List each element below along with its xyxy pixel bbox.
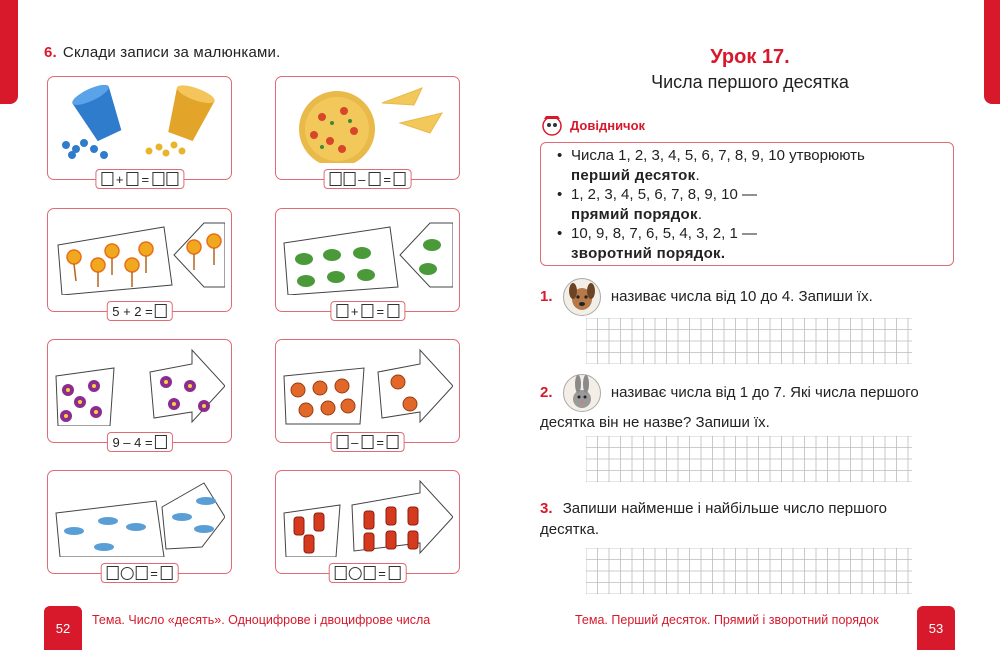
exercise-text: Запиши найменше і найбільше число першого xyxy=(562,500,887,517)
equation: = xyxy=(328,563,407,583)
answer-box[interactable] xyxy=(387,435,399,449)
answer-box[interactable] xyxy=(155,304,167,318)
answer-box[interactable] xyxy=(368,172,380,186)
footer-topic-left: Тема. Число «десять». Одноцифрове і двоцифрове числа xyxy=(92,613,431,627)
answer-box[interactable] xyxy=(362,304,374,318)
writing-grid-3[interactable] xyxy=(586,548,912,594)
card-cups-balls xyxy=(47,76,232,187)
answer-box[interactable] xyxy=(334,566,346,580)
equation: – = xyxy=(323,169,412,189)
equation: – = xyxy=(330,432,405,452)
equation xyxy=(106,432,172,452)
page-number-left: 52 xyxy=(44,606,82,650)
answer-box[interactable] xyxy=(152,172,164,186)
reference-header xyxy=(540,114,645,136)
exercise-number: 1. xyxy=(540,287,553,305)
answer-box[interactable] xyxy=(101,172,113,186)
reference-label: Довідничок xyxy=(570,117,646,133)
answer-box[interactable] xyxy=(329,172,341,186)
reference-line: • 10, 9, 8, 7, 6, 5, 4, 3, 2, 1 — xyxy=(557,225,757,242)
answer-box[interactable] xyxy=(387,304,399,318)
task-6-heading xyxy=(44,44,280,61)
exercise-number: 3. xyxy=(540,500,553,517)
hare-character-icon xyxy=(563,374,601,412)
lesson-title: Урок 17. xyxy=(710,46,790,68)
sign-circle[interactable] xyxy=(348,567,361,580)
answer-box[interactable] xyxy=(394,172,406,186)
reference-line: зворотний порядок. xyxy=(571,244,726,262)
answer-box[interactable] xyxy=(127,172,139,186)
answer-box[interactable] xyxy=(155,435,167,449)
writing-grid-2[interactable] xyxy=(586,436,912,482)
exercise-1 xyxy=(540,278,956,316)
sign-circle[interactable] xyxy=(120,567,133,580)
page-number-right: 53 xyxy=(917,606,955,650)
reference-line: прямий порядок. xyxy=(571,205,702,223)
dog-character-icon xyxy=(563,278,601,316)
exercise-text: називає числа від 10 до 4. Запиши їх. xyxy=(610,287,873,305)
answer-box[interactable] xyxy=(106,566,118,580)
exercise-3 xyxy=(540,498,956,540)
exercise-text: називає числа від 1 до 7. Які числа першого xyxy=(610,383,919,401)
equation: + = xyxy=(330,301,405,321)
reference-box xyxy=(540,142,954,266)
reference-line: • Числа 1, 2, 3, 4, 5, 6, 7, 8, 9, 10 утворюють xyxy=(557,147,865,164)
equation xyxy=(106,301,172,321)
exercise-2 xyxy=(540,374,956,433)
right-edge-tab xyxy=(984,0,1000,104)
answer-box[interactable] xyxy=(336,435,348,449)
answer-box[interactable] xyxy=(161,566,173,580)
equation: = xyxy=(100,563,179,583)
balls-illustration xyxy=(282,346,453,426)
lollipops-illustration xyxy=(54,215,225,295)
card-leaves xyxy=(275,208,460,319)
flowers-illustration xyxy=(54,346,225,426)
reference-line: перший десяток. xyxy=(571,166,700,184)
answer-box[interactable] xyxy=(336,304,348,318)
exercise-text-continued: десятка він не назве? Запиши їх. xyxy=(540,414,770,431)
phones-illustration xyxy=(282,477,453,557)
card-planes xyxy=(47,470,232,581)
equation-text: 9 – 4 = xyxy=(112,434,153,450)
task-text: Склади записи за малюнками. xyxy=(62,44,281,61)
reference-line: • 1, 2, 3, 4, 5, 6, 7, 8, 9, 10 — xyxy=(557,186,757,203)
card-flowers xyxy=(47,339,232,450)
cups-illustration xyxy=(54,83,225,163)
answer-box[interactable] xyxy=(389,566,401,580)
answer-box[interactable] xyxy=(166,172,178,186)
answer-box[interactable] xyxy=(135,566,147,580)
answer-box[interactable] xyxy=(363,566,375,580)
exercise-number: 2. xyxy=(540,383,553,401)
lesson-subtitle: Числа першого десятка xyxy=(651,72,849,92)
equation: + = xyxy=(95,169,184,189)
leaves-illustration xyxy=(282,215,453,295)
card-phones xyxy=(275,470,460,581)
task-number: 6. xyxy=(44,44,57,61)
answer-box[interactable] xyxy=(361,435,373,449)
card-pizza xyxy=(275,76,460,187)
planes-illustration xyxy=(54,477,225,557)
equation-text: 5 + 2 = xyxy=(112,303,153,319)
footer-topic-right: Тема. Перший десяток. Прямий і зворотний порядок xyxy=(575,613,879,627)
card-lollipops xyxy=(47,208,232,319)
left-edge-tab xyxy=(0,0,18,104)
owl-mascot-icon xyxy=(540,114,564,136)
writing-grid-1[interactable] xyxy=(586,318,912,364)
pizza-illustration xyxy=(282,83,453,163)
card-balls xyxy=(275,339,460,450)
answer-box[interactable] xyxy=(343,172,355,186)
exercise-text-continued: десятка. xyxy=(540,521,599,538)
